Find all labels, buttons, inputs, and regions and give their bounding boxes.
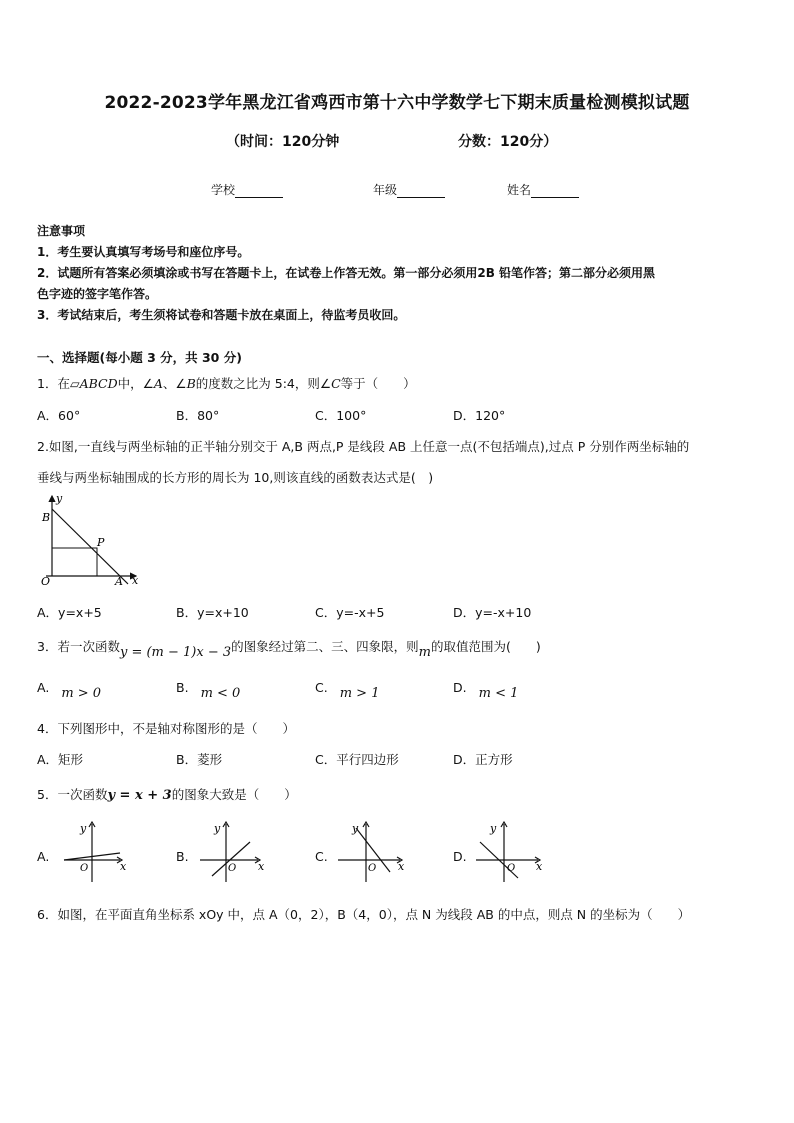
q3-option-b[interactable] bbox=[176, 680, 241, 701]
grade-field[interactable] bbox=[373, 181, 445, 198]
option-letter: C. bbox=[315, 680, 328, 695]
q1-math: B bbox=[186, 376, 196, 391]
q3-text: 的图象经过第二、三、四象限，则 bbox=[231, 639, 419, 654]
question-3 bbox=[37, 637, 541, 660]
q5-option-b-label[interactable]: B. bbox=[176, 849, 189, 864]
school-label: 学校 bbox=[211, 183, 236, 197]
q1-math: A bbox=[153, 376, 163, 391]
q3-option-d[interactable] bbox=[453, 680, 519, 701]
q2-rectangle bbox=[52, 548, 97, 576]
q2-label-x: x bbox=[132, 574, 139, 587]
label-y: y bbox=[80, 822, 87, 835]
q4-option-a[interactable]: A．矩形 bbox=[37, 752, 84, 767]
q2-label-y: y bbox=[56, 492, 63, 505]
label-y: y bbox=[490, 822, 497, 835]
question-4: 4．下列图形中，不是轴对称图形的是（ ） bbox=[37, 721, 295, 736]
q1-text: 1．在▱ bbox=[37, 376, 80, 391]
notes-block bbox=[37, 221, 655, 326]
notes-item: 2．试题所有答案必须填涂或书写在答题卡上，在试卷上作答无效。第一部分必须用2B 铅笔作答；第二部分必须用黑 bbox=[37, 266, 656, 280]
name-label: 姓名 bbox=[507, 183, 532, 197]
q1-math: ABCD bbox=[79, 376, 118, 391]
q2-option-c[interactable]: C．y=-x+5 bbox=[315, 605, 385, 620]
q4-option-c[interactable]: C．平行四边形 bbox=[315, 752, 399, 767]
q2-option-d[interactable]: D．y=-x+10 bbox=[453, 605, 532, 620]
q3-option-c[interactable] bbox=[315, 680, 380, 701]
section-heading: 一、选择题(每小题 3 分，共 30 分) bbox=[37, 350, 242, 365]
q1-text: 的度数之比为 5:4，则∠ bbox=[195, 376, 332, 391]
name-field[interactable] bbox=[507, 181, 579, 198]
question-1 bbox=[37, 374, 416, 392]
q5-graph-d[interactable] bbox=[474, 818, 544, 884]
label-x: x bbox=[120, 860, 127, 873]
q1-text: 中，∠ bbox=[117, 376, 154, 391]
q1-option-c[interactable]: C．100° bbox=[315, 408, 367, 423]
notes-item: 色字迹的签字笔作答。 bbox=[37, 287, 158, 301]
time-label: （时间：120分钟 bbox=[226, 134, 340, 150]
label-x: x bbox=[258, 860, 265, 873]
q2-label-o: O bbox=[41, 575, 51, 588]
school-blank[interactable] bbox=[235, 185, 283, 198]
q1-text: 、∠ bbox=[162, 376, 187, 391]
q1-text: 等于（ ） bbox=[340, 376, 416, 391]
grade-label: 年级 bbox=[373, 183, 398, 197]
option-math: m < 1 bbox=[478, 686, 519, 701]
q2-figure bbox=[36, 492, 142, 588]
option-math: m < 0 bbox=[200, 686, 241, 701]
page-title: 2022-2023学年黑龙江省鸡西市第十六中学数学七下期末质量检测模拟试题 bbox=[104, 93, 690, 113]
q2-label-p: P bbox=[97, 536, 105, 549]
q3-option-a[interactable] bbox=[37, 680, 102, 701]
notes-heading: 注意事项 bbox=[37, 224, 86, 238]
q5-text: 5．一次函数 bbox=[37, 787, 108, 802]
q5-formula: y = x + 3 bbox=[107, 788, 172, 803]
q3-formula: y = (m − 1)x − 3 bbox=[119, 645, 232, 660]
option-letter: A. bbox=[37, 680, 50, 695]
label-y: y bbox=[352, 822, 359, 835]
option-letter: B. bbox=[176, 680, 189, 695]
q4-option-b[interactable]: B．菱形 bbox=[176, 752, 223, 767]
question-5 bbox=[37, 785, 297, 803]
q5-graph-c[interactable] bbox=[336, 818, 406, 884]
q1-math: C bbox=[331, 376, 341, 391]
option-math: m > 0 bbox=[61, 686, 102, 701]
label-o: O bbox=[80, 863, 89, 874]
q1-option-d[interactable]: D．120° bbox=[453, 408, 506, 423]
grade-blank[interactable] bbox=[397, 185, 445, 198]
q2-label-b: B bbox=[42, 511, 51, 524]
score-label: 分数：120分） bbox=[458, 134, 558, 150]
question-6: 6．如图，在平面直角坐标系 xOy 中，点 A（0，2），B（4，0），点 N 为线段 AB 的中点，则点 N 的坐标为（ ） bbox=[37, 907, 691, 922]
notes-item: 3．考试结束后，考生须将试卷和答题卡放在桌面上，待监考员收回。 bbox=[37, 308, 406, 322]
label-o: O bbox=[368, 863, 377, 874]
q4-option-d[interactable]: D．正方形 bbox=[453, 752, 513, 767]
q5-option-a-label[interactable]: A. bbox=[37, 849, 50, 864]
q5-text: 的图象大致是（ ） bbox=[171, 787, 297, 802]
q3-m: m bbox=[418, 645, 431, 660]
q2-option-a[interactable]: A．y=x+5 bbox=[37, 605, 102, 620]
q5-option-d-label[interactable]: D. bbox=[453, 849, 467, 864]
q5-graph-b[interactable] bbox=[198, 818, 268, 884]
q1-option-a[interactable]: A．60° bbox=[37, 408, 81, 423]
q5-graph-a[interactable] bbox=[60, 818, 130, 884]
q1-option-b[interactable]: B．80° bbox=[176, 408, 220, 423]
q2-option-b[interactable]: B．y=x+10 bbox=[176, 605, 249, 620]
q3-text: 3．若一次函数 bbox=[37, 639, 120, 654]
q2-label-a: A bbox=[115, 575, 123, 588]
name-blank[interactable] bbox=[531, 185, 579, 198]
option-math: m > 1 bbox=[339, 686, 380, 701]
label-o: O bbox=[507, 863, 516, 874]
notes-item: 1．考生要认真填写考场号和座位序号。 bbox=[37, 245, 250, 259]
label-o: O bbox=[228, 863, 237, 874]
q3-text: 的取值范围为( ) bbox=[430, 639, 541, 654]
label-y: y bbox=[214, 822, 221, 835]
question-2-line-2: 垂线与两坐标轴围成的长方形的周长为 10,则该直线的函数表达式是( ) bbox=[37, 470, 434, 485]
label-x: x bbox=[536, 860, 543, 873]
label-x: x bbox=[398, 860, 405, 873]
q2-line-ab bbox=[52, 509, 128, 584]
option-letter: D. bbox=[453, 680, 467, 695]
school-field[interactable] bbox=[211, 181, 283, 198]
q5-option-c-label[interactable]: C. bbox=[315, 849, 328, 864]
question-2-line-1: 2.如图,一直线与两坐标轴的正半轴分别交于 A,B 两点,P 是线段 AB 上任意一点(不包括端点),过点 P 分别作两坐标轴的 bbox=[37, 439, 690, 454]
